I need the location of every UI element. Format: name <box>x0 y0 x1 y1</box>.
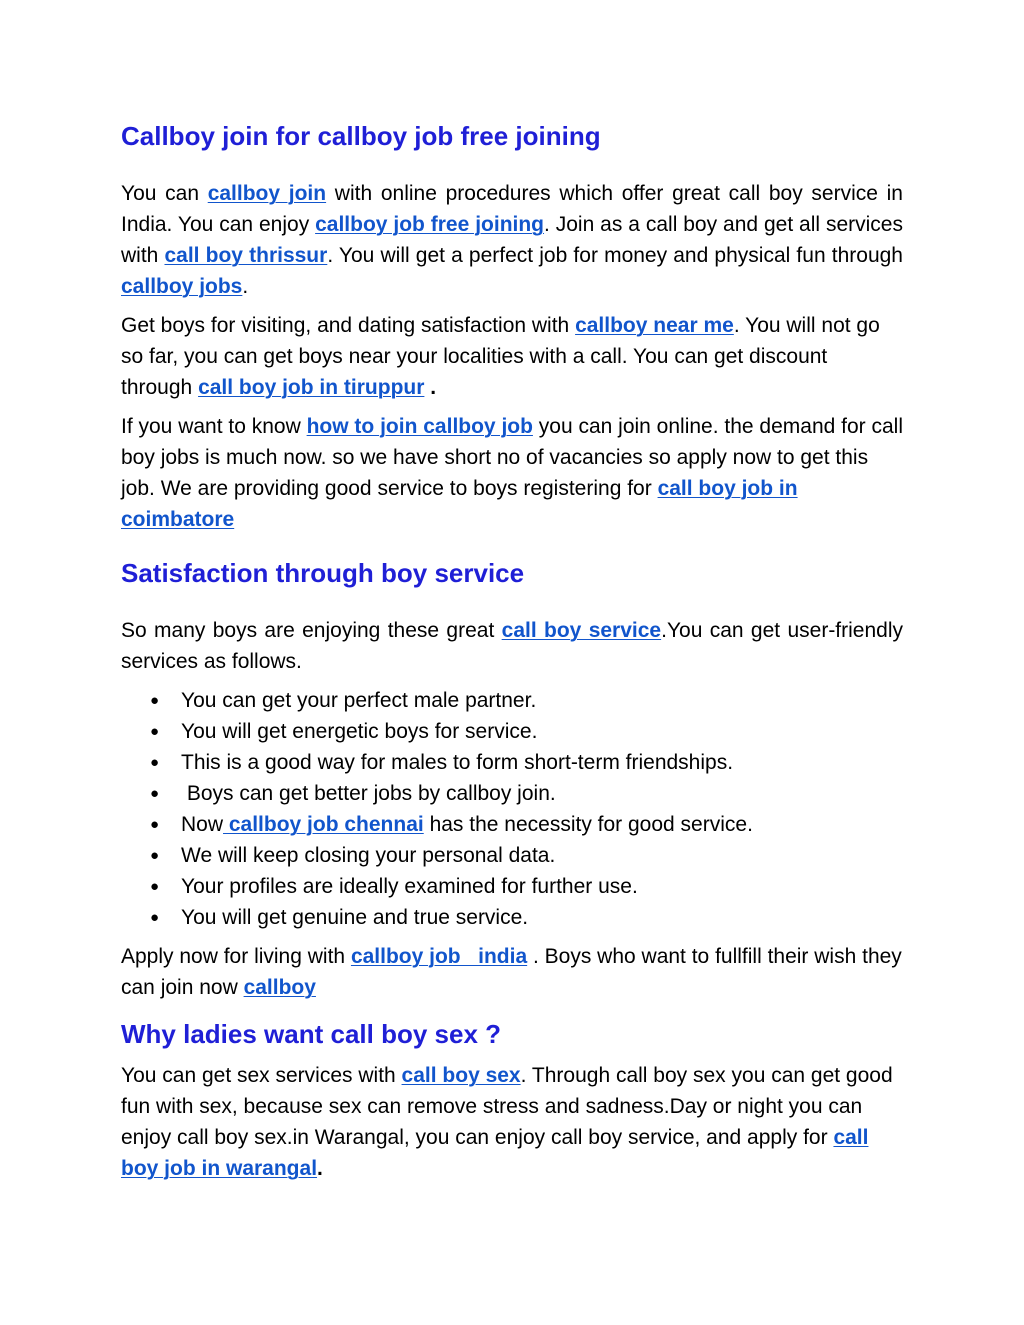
bullet-icon: ● <box>150 878 160 895</box>
text-run: If you want to know <box>121 415 307 438</box>
paragraph-intro <box>121 178 903 302</box>
paragraph-apply-now <box>121 941 903 1003</box>
list-item <box>121 778 903 809</box>
list-item <box>121 840 903 871</box>
bullet-icon: ● <box>150 909 160 926</box>
paragraph-how-to-join <box>121 411 903 535</box>
text-run: . <box>317 1157 323 1180</box>
section-heading-satisfaction: Satisfaction through boy service <box>121 558 525 588</box>
list-item <box>121 871 903 902</box>
text-run: you can join online. the demand for call boy jobs is much now. so we have short no of vacancies so apply now to get this job. We are providing good service to boys registering for <box>121 415 904 500</box>
list-item-text: Your profiles are ideally examined for further use. <box>181 875 638 898</box>
link-callboy[interactable]: callboy <box>243 976 316 999</box>
link-call-boy-sex[interactable]: call boy sex <box>401 1064 521 1087</box>
list-item <box>121 716 903 747</box>
bullet-icon: ● <box>150 754 160 771</box>
list-item-text: You will get energetic boys for service. <box>181 720 538 743</box>
text-run: . <box>242 275 249 298</box>
link-call-boy-service[interactable]: call boy service <box>501 619 662 642</box>
list-item-text: has the necessity for good service. <box>423 813 753 836</box>
link-how-to-join-callboy-job[interactable]: how to join callboy job <box>306 415 533 438</box>
text-run: . <box>424 376 437 399</box>
bullet-icon: ● <box>150 723 160 740</box>
list-item-text: You can get your perfect male partner. <box>181 689 537 712</box>
list-item-text: Now <box>181 813 224 836</box>
section-heading-callboy-join: Callboy join for callboy job free joining <box>121 121 601 151</box>
text-run: You can get sex services with <box>121 1064 402 1087</box>
list-item-text: This is a good way for males to form short-term friendships. <box>181 751 734 774</box>
link-callboy-job-free-joining[interactable]: callboy job free joining <box>315 213 545 236</box>
text-run: . Boys who want to fullfill their wish they can join now <box>121 945 902 999</box>
text-run: . Through call boy sex you can get good fun with sex, because sex can remove stress and sadness.Day or night you can enjoy call boy sex.in Warangal, you can enjoy call boy service, and apply for <box>121 1064 893 1149</box>
bullet-icon: ● <box>150 785 160 802</box>
bullet-icon: ● <box>150 847 160 864</box>
section-heading-why-ladies: Why ladies want call boy sex ? <box>121 1019 502 1049</box>
services-list <box>121 685 903 933</box>
text-run: .You can get user-friendly services as follows. <box>121 619 904 673</box>
paragraph-call-boy-sex <box>121 1060 903 1184</box>
text-run: with online procedures which offer great call boy service in India. You can enjoy <box>121 182 903 236</box>
text-run: So many boys are enjoying these great <box>121 619 502 642</box>
list-item-text: Boys can get better jobs by callboy join. <box>181 782 556 805</box>
paragraph-near-me <box>121 310 903 403</box>
bullet-icon: ● <box>150 692 160 709</box>
link-callboy-near-me[interactable]: callboy near me <box>575 314 734 337</box>
list-item-text: You will get genuine and true service. <box>181 906 529 929</box>
link-callboy-job-chennai[interactable]: callboy job chennai <box>223 813 424 836</box>
list-item <box>121 747 903 778</box>
text-run: You can <box>121 182 208 205</box>
list-item <box>121 685 903 716</box>
list-item <box>121 809 903 840</box>
link-call-boy-job-in-coimbatore[interactable]: call boy job in coimbatore <box>121 477 798 531</box>
list-item <box>121 902 903 933</box>
paragraph-boy-service <box>121 615 903 677</box>
text-run: . You will not go so far, you can get boys near your localities with a call. You can get discount through <box>121 314 880 399</box>
link-callboy-jobs[interactable]: callboy jobs <box>121 275 243 298</box>
link-callboy-join[interactable]: callboy join <box>207 182 327 205</box>
text-run: Get boys for visiting, and dating satisfaction with <box>121 314 576 337</box>
link-call-boy-job-in-warangal[interactable]: call boy job in warangal <box>121 1126 869 1180</box>
link-callboy-job-india[interactable]: callboy job india <box>350 945 528 968</box>
list-item-text: We will keep closing your personal data. <box>181 844 556 867</box>
document-content <box>121 116 903 1184</box>
bullet-icon: ● <box>150 816 160 833</box>
text-run: Apply now for living with <box>121 945 351 968</box>
link-call-boy-thrissur[interactable]: call boy thrissur <box>164 244 328 267</box>
text-run: . You will get a perfect job for money and physical fun through <box>327 244 903 267</box>
text-run: . Join as a call boy and get all services with <box>121 213 903 267</box>
link-call-boy-job-in-tiruppur[interactable]: call boy job in tiruppur <box>198 376 425 399</box>
